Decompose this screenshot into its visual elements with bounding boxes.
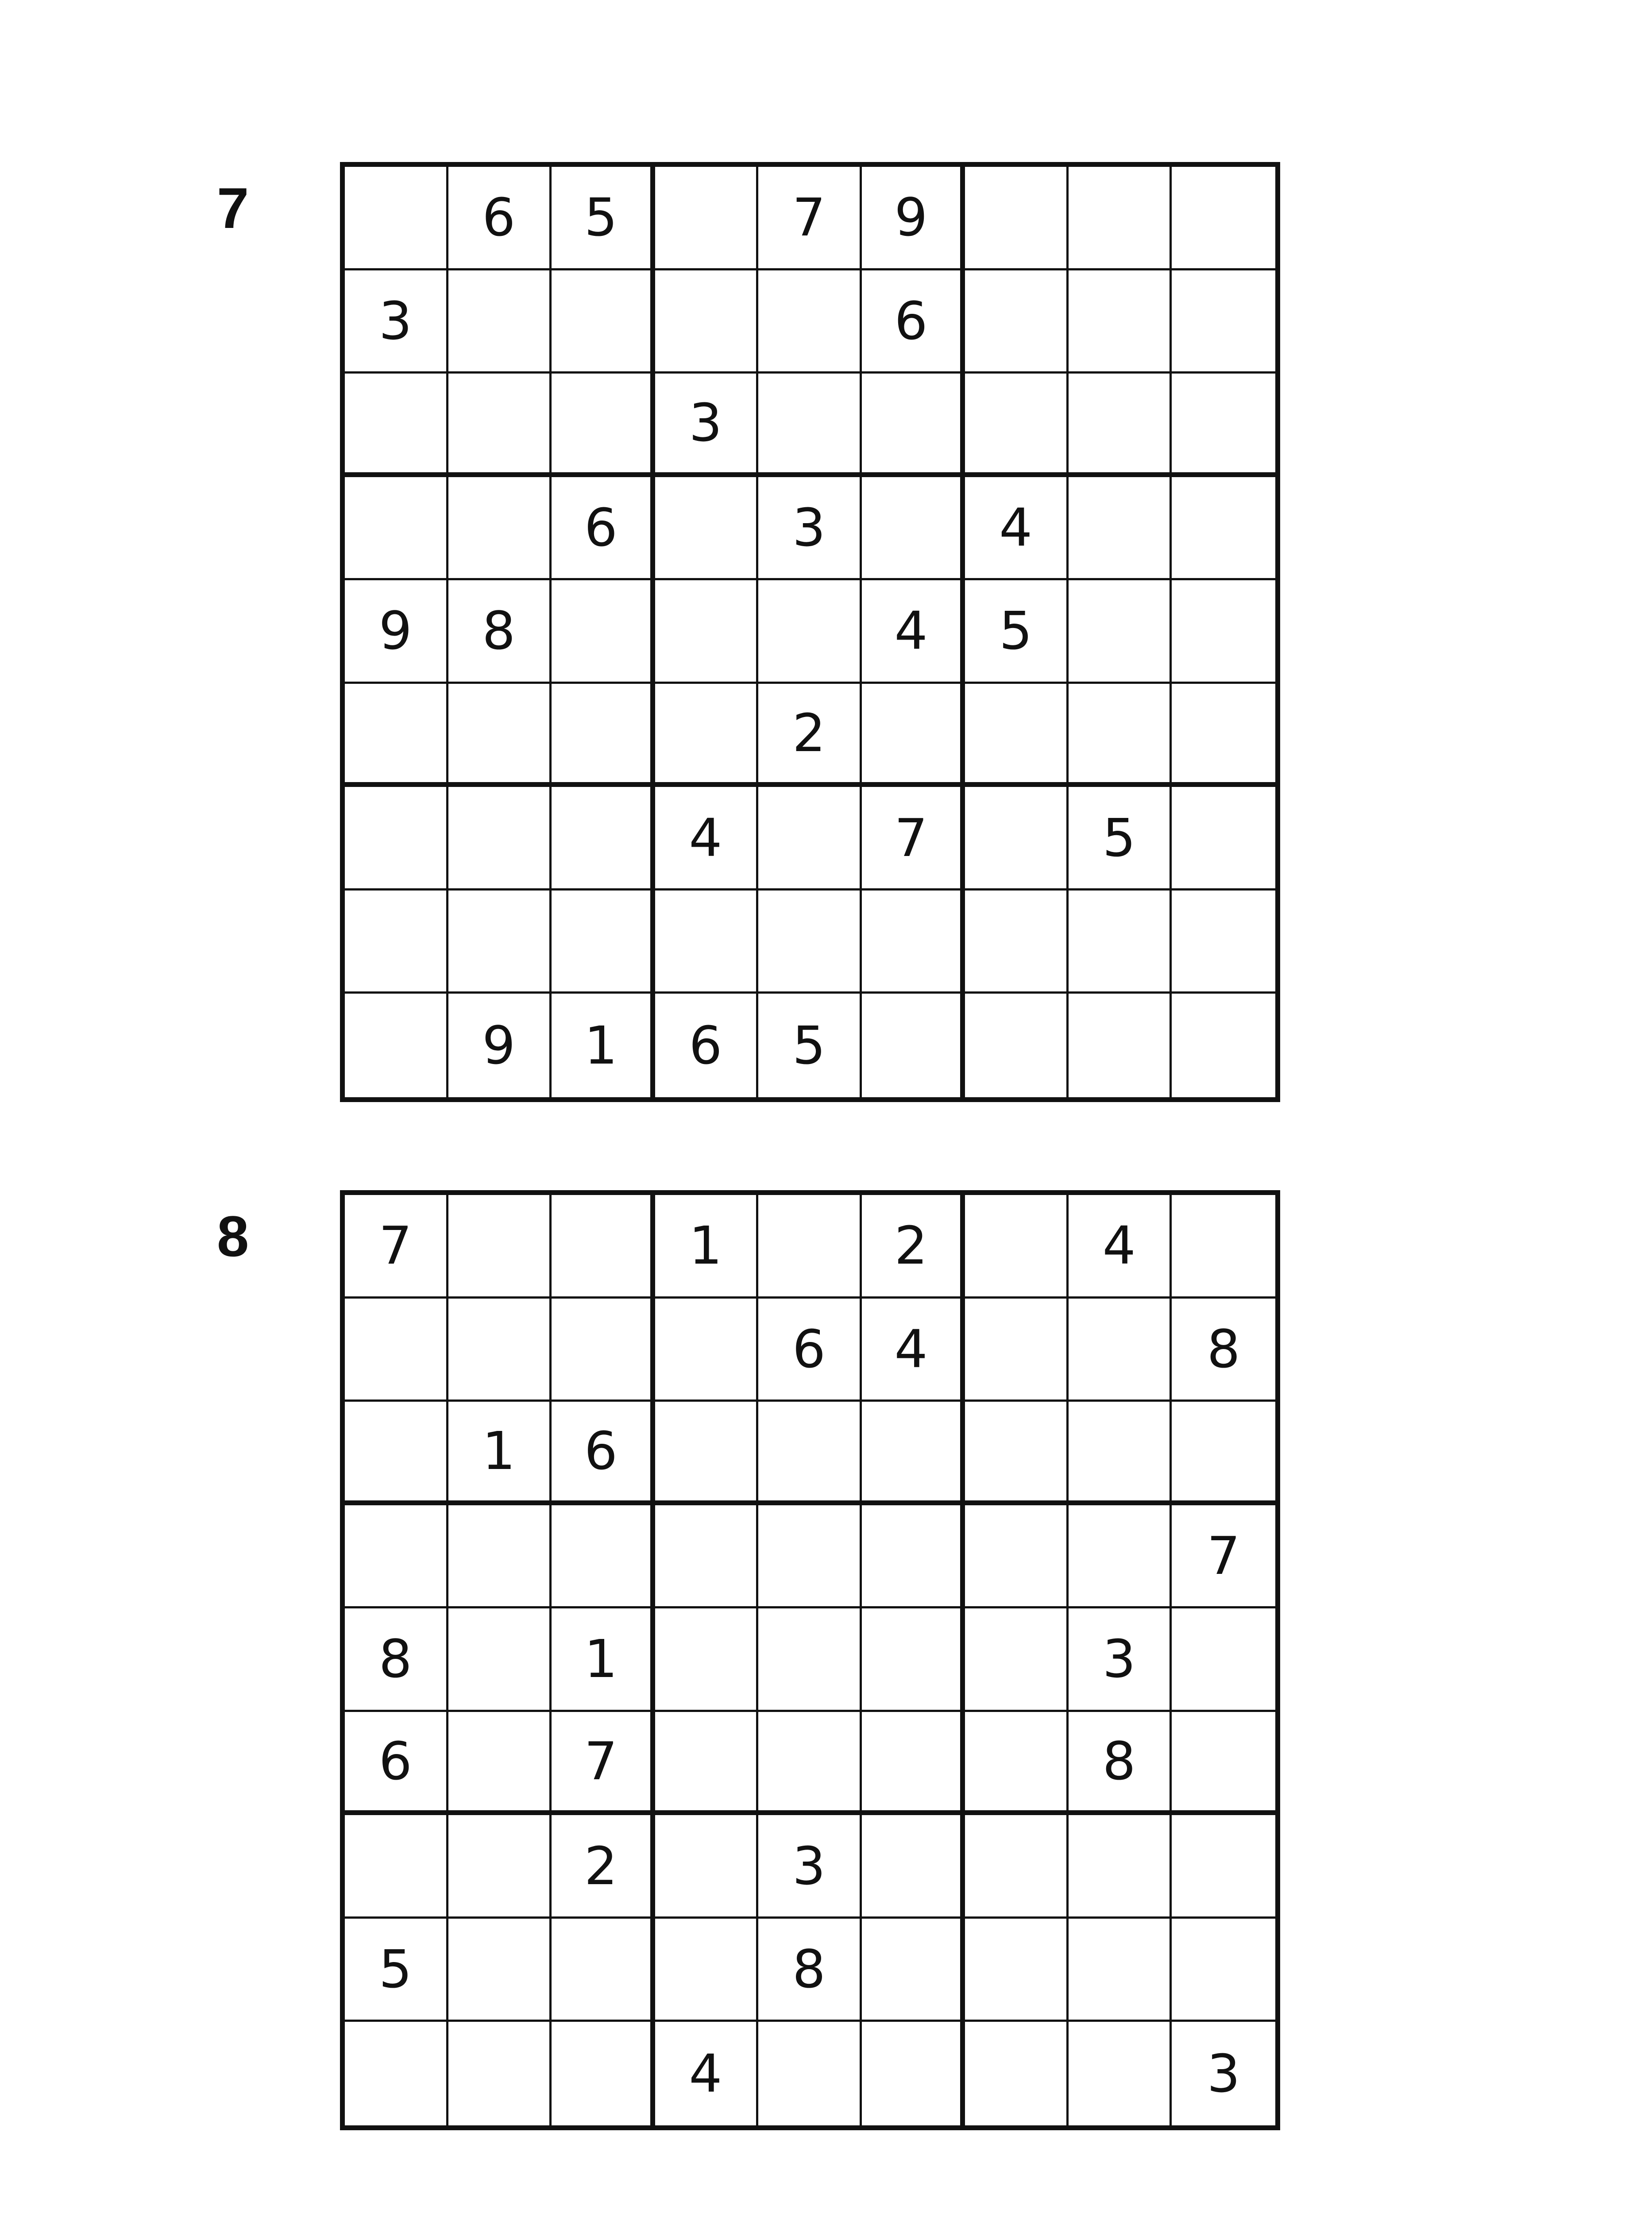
sudoku-cell-r2-c5[interactable]: 6 <box>758 1299 862 1402</box>
sudoku-cell-r3-c4[interactable] <box>655 1402 759 1505</box>
sudoku-cell-r8-c2[interactable] <box>448 1919 552 2022</box>
sudoku-cell-r2-c8[interactable] <box>1069 1299 1172 1402</box>
sudoku-cell-r6-c2[interactable] <box>448 1712 552 1816</box>
sudoku-cell-r7-c3[interactable]: 2 <box>552 1815 655 1919</box>
sudoku-cell-r5-c5[interactable] <box>758 1608 862 1712</box>
sudoku-cell-r9-c8[interactable] <box>1069 2022 1172 2125</box>
sudoku-cell-r8-c1[interactable] <box>345 891 448 994</box>
sudoku-cell-r6-c7[interactable] <box>965 1712 1069 1816</box>
sudoku-cell-r8-c6[interactable] <box>862 891 965 994</box>
sudoku-cell-r9-c9[interactable]: 3 <box>1207 2043 1240 2105</box>
sudoku-cell-r2-c7[interactable] <box>965 270 1069 374</box>
sudoku-cell-r5-c7[interactable] <box>965 1608 1069 1712</box>
puzzle-number-7: 7 <box>217 176 249 240</box>
sudoku-cell-r4-c2[interactable] <box>448 477 552 581</box>
sudoku-cell-r5-c9[interactable] <box>1172 580 1275 684</box>
sudoku-cell-r1-c1[interactable]: 7 <box>345 1195 448 1299</box>
sudoku-cell-r4-c8[interactable] <box>1069 1505 1172 1609</box>
sudoku-cell-r3-c8[interactable] <box>1069 374 1172 477</box>
sudoku-cell-r8-c9[interactable] <box>1172 1919 1275 2022</box>
sudoku-cell-r5-c2[interactable] <box>448 1608 552 1712</box>
sudoku-cell-r3-c2[interactable] <box>448 374 552 477</box>
sudoku-cell-r9-c6[interactable] <box>862 994 965 1097</box>
sudoku-cell-r4-c8[interactable] <box>1069 477 1172 581</box>
sudoku-cell-r9-c7[interactable] <box>965 994 1069 1097</box>
sudoku-cell-r7-c3[interactable] <box>552 787 655 891</box>
sudoku-cell-r1-c9[interactable] <box>1172 1195 1275 1299</box>
sudoku-cell-r8-c4[interactable] <box>655 891 759 994</box>
sudoku-cell-r1-c3[interactable] <box>552 1195 655 1299</box>
sudoku-cell-r3-c9[interactable] <box>1172 1402 1275 1505</box>
sudoku-cell-r2-c3[interactable] <box>552 270 655 374</box>
sudoku-cell-r8-c5[interactable] <box>758 891 862 994</box>
sudoku-cell-r8-c8[interactable] <box>1069 891 1172 994</box>
sudoku-cell-r6-c4[interactable] <box>655 1712 759 1816</box>
sudoku-cell-r1-c6[interactable]: 2 <box>862 1195 965 1299</box>
sudoku-board-8 <box>340 1190 1280 2130</box>
sudoku-cell-r9-c3[interactable] <box>552 2022 655 2125</box>
sudoku-cell-r3-c9[interactable] <box>1172 374 1275 477</box>
sudoku-cell-r7-c9[interactable] <box>1172 787 1275 891</box>
sudoku-cell-r4-c4[interactable] <box>655 1505 759 1609</box>
sudoku-cell-r1-c2[interactable]: 6 <box>448 167 552 270</box>
sudoku-cell-r1-c7[interactable] <box>965 167 1069 270</box>
sudoku-cell-r6-c4[interactable] <box>655 684 759 787</box>
sudoku-cell-r6-c9[interactable] <box>1172 684 1275 787</box>
sudoku-cell-r2-c5[interactable] <box>758 270 862 374</box>
sudoku-cell-r8-c3[interactable] <box>552 1919 655 2022</box>
sudoku-cell-r1-c8[interactable] <box>1069 167 1172 270</box>
sudoku-cell-r3-c6[interactable] <box>862 1402 965 1505</box>
sudoku-cell-r5-c7[interactable]: 5 <box>965 580 1069 684</box>
sudoku-cell-r4-c3[interactable] <box>552 1505 655 1609</box>
sudoku-cell-r4-c2[interactable] <box>448 1505 552 1609</box>
sudoku-cell-r5-c3[interactable] <box>552 580 655 684</box>
sudoku-cell-r4-c3[interactable]: 6 <box>552 477 655 581</box>
sudoku-cell-r7-c2[interactable] <box>448 1815 552 1919</box>
sudoku-cell-r8-c7[interactable] <box>965 1919 1069 2022</box>
sudoku-cell-r4-c1[interactable] <box>345 477 448 581</box>
sudoku-cell-r3-c1[interactable] <box>345 374 448 477</box>
sudoku-cell-r8-c4[interactable] <box>655 1919 759 2022</box>
sudoku-cell-r4-c5[interactable] <box>758 1505 862 1609</box>
sudoku-cell-r8-c9[interactable] <box>1172 891 1275 994</box>
sudoku-cell-r6-c5[interactable]: 2 <box>758 684 862 787</box>
sudoku-cell-r9-c7[interactable] <box>965 2022 1069 2125</box>
sudoku-cell-r7-c4[interactable]: 4 <box>655 787 759 891</box>
sudoku-cell-r2-c2[interactable] <box>448 1299 552 1402</box>
sudoku-cell-r1-c8[interactable]: 4 <box>1069 1195 1172 1299</box>
sudoku-cell-r2-c7[interactable] <box>965 1299 1069 1402</box>
sudoku-cell-r5-c4[interactable] <box>655 1608 759 1712</box>
sudoku-cell-r5-c1[interactable]: 9 <box>345 580 448 684</box>
sudoku-cell-r5-c8[interactable] <box>1069 580 1172 684</box>
sudoku-cell-r3-c2[interactable]: 1 <box>448 1402 552 1505</box>
sudoku-cell-r5-c6[interactable] <box>862 1608 965 1712</box>
sudoku-cell-r6-c3[interactable] <box>552 684 655 787</box>
sudoku-cell-r6-c2[interactable] <box>448 684 552 787</box>
sudoku-cell-r3-c8[interactable] <box>1069 1402 1172 1505</box>
sudoku-cell-r2-c6[interactable]: 6 <box>862 270 965 374</box>
sudoku-cell-r2-c8[interactable] <box>1069 270 1172 374</box>
sudoku-cell-r1-c1[interactable] <box>345 167 448 270</box>
sudoku-cell-r9-c6[interactable] <box>862 2022 965 2125</box>
sudoku-cell-r8-c5[interactable]: 8 <box>758 1919 862 2022</box>
sudoku-cell-r2-c1[interactable] <box>345 1299 448 1402</box>
sudoku-cell-r2-c4[interactable] <box>655 1299 759 1402</box>
sudoku-cell-r4-c9[interactable]: 7 <box>1172 1505 1275 1609</box>
sudoku-cell-r7-c1[interactable] <box>345 1815 448 1919</box>
sudoku-cell-r2-c3[interactable] <box>552 1299 655 1402</box>
sudoku-cell-r9-c4[interactable]: 6 <box>655 994 759 1097</box>
puzzle-number-8: 8 <box>217 1204 249 1268</box>
sudoku-cell-r4-c7[interactable] <box>965 1505 1069 1609</box>
sudoku-cell-r5-c8[interactable]: 3 <box>1069 1608 1172 1712</box>
sudoku-cell-r8-c3[interactable] <box>552 891 655 994</box>
sudoku-cell-r8-c7[interactable] <box>965 891 1069 994</box>
sudoku-cell-r6-c5[interactable] <box>758 1712 862 1816</box>
sudoku-cell-r4-c5[interactable]: 3 <box>758 477 862 581</box>
sudoku-cell-r9-c5[interactable]: 5 <box>758 994 862 1097</box>
sudoku-cell-r3-c3[interactable] <box>552 374 655 477</box>
sudoku-cell-r3-c7[interactable] <box>965 1402 1069 1505</box>
sudoku-cell-r6-c3[interactable]: 7 <box>552 1712 655 1816</box>
sudoku-cell-r3-c6[interactable] <box>862 374 965 477</box>
sudoku-cell-r2-c4[interactable] <box>655 270 759 374</box>
sudoku-cell-r9-c1[interactable] <box>345 994 448 1097</box>
sudoku-cell-r7-c2[interactable] <box>448 787 552 891</box>
sudoku-cell-r1-c3[interactable]: 5 <box>552 167 655 270</box>
sudoku-cell-r6-c7[interactable] <box>965 684 1069 787</box>
sudoku-cell-r7-c6[interactable] <box>862 1815 965 1919</box>
sudoku-cell-r1-c5[interactable] <box>758 1195 862 1299</box>
sudoku-cell-r1-c2[interactable] <box>448 1195 552 1299</box>
sudoku-cell-r1-c6[interactable]: 9 <box>862 167 965 270</box>
sudoku-cell-r1-c4[interactable]: 1 <box>655 1195 759 1299</box>
sudoku-cell-r9-c5[interactable] <box>758 2022 862 2125</box>
sudoku-cell-r9-c3[interactable]: 1 <box>552 994 655 1097</box>
sudoku-cell-r7-c5[interactable] <box>758 787 862 891</box>
sudoku-cell-r5-c6[interactable]: 4 <box>862 580 965 684</box>
sudoku-cell-r8-c8[interactable] <box>1069 1919 1172 2022</box>
sudoku-cell-r4-c7[interactable]: 4 <box>965 477 1069 581</box>
sudoku-cell-r7-c4[interactable] <box>655 1815 759 1919</box>
sudoku-cell-r5-c9[interactable] <box>1172 1608 1275 1712</box>
sudoku-cell-r2-c9[interactable] <box>1172 270 1275 374</box>
sudoku-cell-r6-c6[interactable] <box>862 1712 965 1816</box>
sudoku-cell-r4-c4[interactable] <box>655 477 759 581</box>
sudoku-cell-r6-c8[interactable] <box>1069 684 1172 787</box>
sudoku-cell-r1-c7[interactable] <box>965 1195 1069 1299</box>
sudoku-board-7 <box>340 162 1280 1102</box>
sudoku-cell-r4-c6[interactable] <box>862 477 965 581</box>
sudoku-cell-r2-c6[interactable]: 4 <box>862 1299 965 1402</box>
sudoku-cell-r1-c5[interactable]: 7 <box>758 167 862 270</box>
sudoku-cell-r8-c6[interactable] <box>862 1919 965 2022</box>
sudoku-cell-r3-c3[interactable]: 6 <box>552 1402 655 1505</box>
sudoku-cell-r5-c5[interactable] <box>758 580 862 684</box>
sudoku-cell-r8-c2[interactable] <box>448 891 552 994</box>
sudoku-cell-r6-c1[interactable]: 6 <box>345 1712 448 1816</box>
sudoku-cell-r7-c8[interactable] <box>1069 1815 1172 1919</box>
sudoku-cell-r7-c6[interactable]: 7 <box>862 787 965 891</box>
sudoku-cell-r4-c6[interactable] <box>862 1505 965 1609</box>
sudoku-cell-r6-c1[interactable] <box>345 684 448 787</box>
sudoku-cell-r3-c1[interactable] <box>345 1402 448 1505</box>
sudoku-cell-r9-c8[interactable] <box>1069 994 1172 1097</box>
sudoku-cell-r3-c7[interactable] <box>965 374 1069 477</box>
sudoku-cell-r4-c1[interactable] <box>345 1505 448 1609</box>
sudoku-cell-r9-c2[interactable] <box>448 2022 552 2125</box>
sudoku-cell-r7-c7[interactable] <box>965 1815 1069 1919</box>
sudoku-cell-r9-c4[interactable]: 4 <box>655 2022 759 2125</box>
sudoku-cell-r3-c5[interactable] <box>758 374 862 477</box>
sudoku-cell-r6-c9[interactable] <box>1172 1712 1275 1816</box>
sudoku-cell-r5-c3[interactable]: 1 <box>552 1608 655 1712</box>
sudoku-cell-r7-c8[interactable]: 5 <box>1069 787 1172 891</box>
sudoku-cell-r3-c5[interactable] <box>758 1402 862 1505</box>
sudoku-cell-r7-c1[interactable] <box>345 787 448 891</box>
sudoku-cell-r6-c8[interactable]: 8 <box>1069 1712 1172 1816</box>
sudoku-cell-r2-c2[interactable] <box>448 270 552 374</box>
sudoku-cell-r3-c4[interactable]: 3 <box>655 374 759 477</box>
sudoku-cell-r2-c9[interactable]: 8 <box>1172 1299 1275 1402</box>
sudoku-cell-r5-c4[interactable] <box>655 580 759 684</box>
sudoku-cell-r7-c7[interactable] <box>965 787 1069 891</box>
sudoku-cell-r7-c5[interactable]: 3 <box>758 1815 862 1919</box>
sudoku-cell-r4-c9[interactable] <box>1172 477 1275 581</box>
sudoku-cell-r1-c4[interactable] <box>655 167 759 270</box>
sudoku-cell-r5-c1[interactable]: 8 <box>345 1608 448 1712</box>
sudoku-cell-r9-c9[interactable] <box>1172 994 1275 1097</box>
sudoku-cell-r9-c1[interactable] <box>345 2022 448 2125</box>
sudoku-cell-r9-c2[interactable]: 9 <box>448 994 552 1097</box>
sudoku-cell-r7-c9[interactable] <box>1172 1815 1275 1919</box>
sudoku-cell-r6-c6[interactable] <box>862 684 965 787</box>
sudoku-cell-r8-c1[interactable]: 5 <box>345 1919 448 2022</box>
sudoku-cell-r2-c1[interactable]: 3 <box>345 270 448 374</box>
sudoku-cell-r1-c9[interactable] <box>1172 167 1275 270</box>
sudoku-cell-r5-c2[interactable]: 8 <box>448 580 552 684</box>
